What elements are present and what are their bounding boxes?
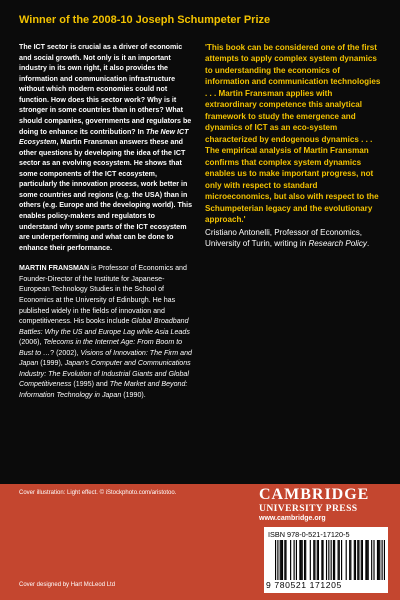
barcode-bar	[366, 540, 367, 580]
barcode-bar	[349, 540, 350, 580]
publisher-subtitle: UNIVERSITY PRESS	[259, 503, 358, 514]
barcode-bar	[365, 540, 366, 580]
barcode-bar	[358, 540, 359, 580]
review-attribution	[205, 227, 383, 250]
barcode-bar	[382, 540, 383, 580]
bio-book-1: Global Broadband Battles: Why the US and Europe Lag while Asia Leads	[19, 317, 190, 336]
barcode-bar	[321, 540, 322, 580]
barcode-bar	[357, 540, 358, 580]
publisher-logo	[259, 486, 389, 524]
barcode-bar	[302, 540, 303, 580]
barcode-bar	[373, 540, 374, 580]
barcode-bar	[314, 540, 315, 580]
description-lead: The ICT sector is crucial as a driver of economic and social growth. Not only is it an important industry in its own right, it also provides the information and communication infrastructure without which modern economies could not function. How does this sector work? Why is it stronger in some countries than in others? What should companies, governments and regulators be doing to enhance its contribution? In	[19, 43, 192, 136]
barcode-bar	[346, 540, 347, 580]
isbn-label: ISBN 978-0-521-17120-5	[268, 530, 350, 539]
barcode-bar	[313, 540, 314, 580]
bio-text-1: (2006),	[19, 338, 44, 347]
barcode-bar	[275, 540, 276, 580]
barcode-bar	[282, 540, 283, 580]
attribution-period: .	[366, 239, 370, 249]
barcode-bar	[354, 540, 355, 580]
barcode-bar	[317, 540, 318, 580]
barcode-bar	[384, 540, 385, 580]
right-column	[205, 42, 383, 250]
barcode-bar	[281, 540, 282, 580]
bio-book-2: Telecoms in the Internet Age: From Boom to Bust to …	[19, 338, 183, 357]
cover-illustration-credit: Cover illustration: Light effect. © iStockphoto.com/aristotoo.	[19, 490, 177, 496]
barcode-bar	[355, 540, 356, 580]
barcode-bar	[284, 540, 285, 580]
bio-book-4: Japan's Computer and Communications Industry: The Evolution of Industrial Giants and Global Competitiveness	[19, 359, 191, 389]
bio-book-3: Visions of Innovation: The Firm and Japan	[19, 348, 192, 368]
barcode-bar	[379, 540, 380, 580]
barcode-bar	[326, 540, 327, 580]
barcode-bar	[339, 540, 340, 580]
barcode-bar	[299, 540, 300, 580]
attribution-text: Cristiano Antonelli, Professor of Economics, University of Turin, writing in	[205, 227, 362, 249]
barcode-bar	[322, 540, 323, 580]
barcode-bar	[300, 540, 301, 580]
left-column	[19, 42, 195, 401]
barcode-bar	[333, 540, 334, 580]
description-rest: , Martin Fransman answers these and other questions by developing the idea of the ICT sector as an evolving ecosystem. He shows that some components of the ICT ecosystem, particularly the innovation process, work better in some countries and regions (e.g. the USA) than in others (e.g. Europe and the developing world). This enables policy-makers and regulators to understand why some parts of the ICT ecosystem are underperforming and what can be done to enhance their performance.	[19, 138, 193, 252]
barcode-bar	[361, 540, 362, 580]
barcode-bar	[328, 540, 329, 580]
book-description	[19, 42, 195, 253]
barcode-bar	[280, 540, 281, 580]
publisher-name: CAMBRIDGE	[259, 486, 370, 503]
barcode-bar	[377, 540, 378, 580]
isbn-barcode-box	[264, 527, 388, 593]
barcode-number: 9 780521 171205	[266, 580, 342, 590]
barcode-bar	[331, 540, 332, 580]
barcode-bar	[290, 540, 291, 580]
review-quote: 'This book can be considered one of the first attempts to apply complex system dynamics to understanding the economics of information and communication technologies . . . Martin Fransman applies with extraordinary competence this analytical framework to study the emergence and dynamics of ICT as an eco-system characterized by endogenous dynamics . . . The empirical analysis of Martin Fransman confirms that complex system dynamics enables us to make important progress, not only with respect to standard microeconomics, but also with respect to the Schumpeterian legacy and the evolutionary approach.'	[205, 43, 381, 225]
barcode-bar	[318, 540, 319, 580]
barcode-bar	[362, 540, 363, 580]
barcode-bar	[310, 540, 311, 580]
barcode-bar	[341, 540, 342, 580]
author-bio	[19, 263, 195, 400]
publisher-url: www.cambridge.org	[259, 515, 326, 522]
barcode-bar	[296, 540, 297, 580]
barcode-bar	[371, 540, 372, 580]
barcode-bar	[304, 540, 305, 580]
review-source: Research Policy	[308, 239, 367, 249]
barcode-bar	[368, 540, 369, 580]
author-name: MARTIN FRANSMAN	[19, 264, 90, 273]
barcode-bar	[285, 540, 286, 580]
bio-text-3: (1999),	[38, 359, 65, 368]
bio-text-2: ? (2002),	[50, 348, 81, 357]
bio-text-4: (1995) and	[71, 380, 110, 389]
barcode-bar	[294, 540, 295, 580]
barcode-icon	[275, 540, 385, 580]
barcode-bar	[378, 540, 379, 580]
cover-design-credit: Cover designed by Hart McLeod Ltd	[19, 582, 116, 588]
barcode-bar	[277, 540, 278, 580]
prize-heading: Winner of the 2008-10 Joseph Schumpeter Prize	[19, 14, 271, 26]
barcode-bar	[334, 540, 335, 580]
bio-book-5: The Market and Beyond: Information Technology in Japan	[19, 380, 188, 399]
barcode-bar	[305, 540, 306, 580]
bio-text-5: (1990).	[121, 391, 146, 399]
barcode-bar	[338, 540, 339, 580]
bio-intro: is Professor of Economics and Founder-Director of the Institute for Japanese-European Technology Studies in the School of Economics at the University of Edinburgh. He has published widely in the fields of innovation and competitiveness. His books include	[19, 264, 187, 326]
barcode-bar	[350, 540, 351, 580]
description-book-title: The New ICT Ecosystem	[19, 127, 189, 147]
